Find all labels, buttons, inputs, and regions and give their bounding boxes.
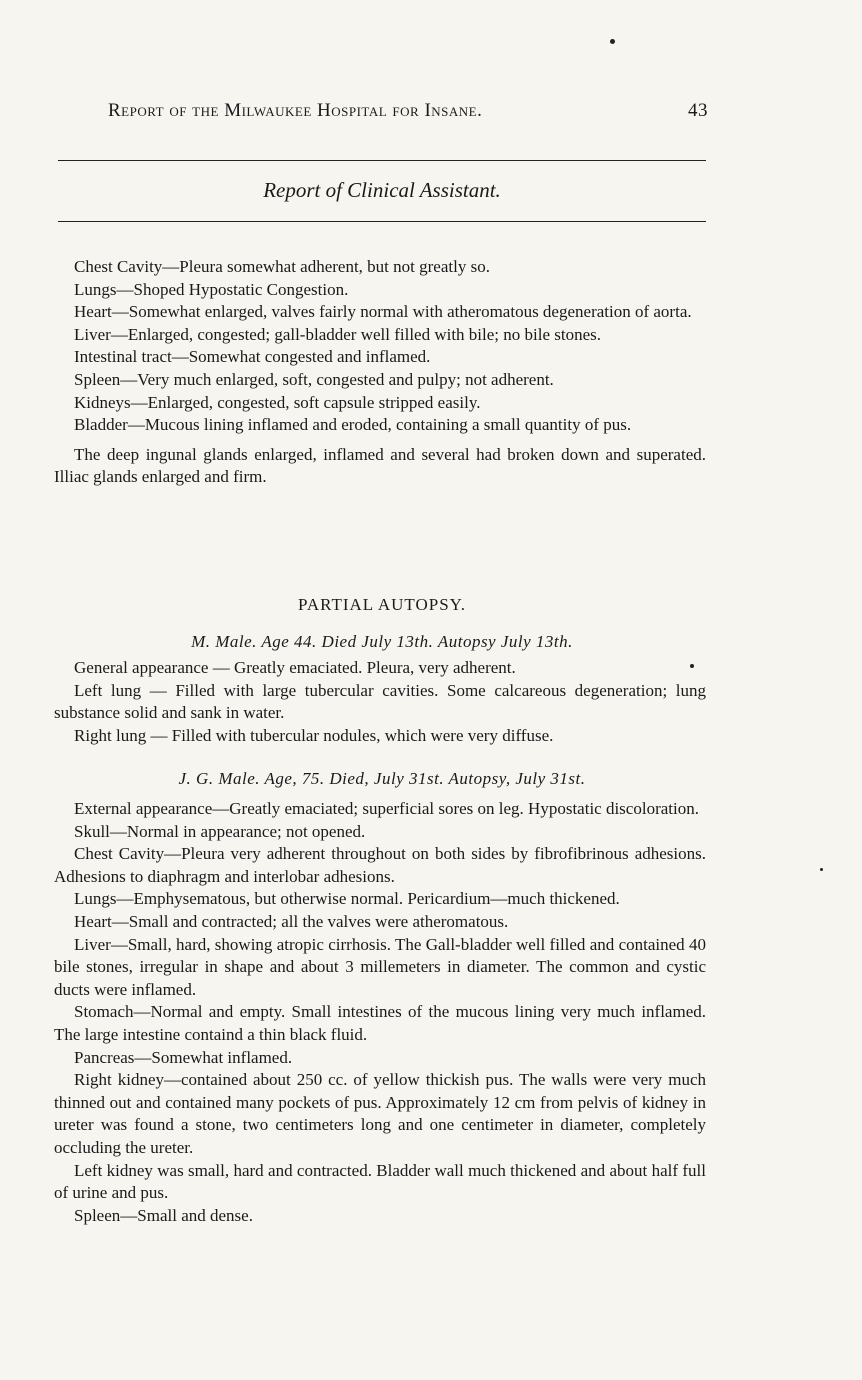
finding-liver: Liver—Enlarged, congested; gall-bladder well filled with bile; no bile stones. bbox=[74, 324, 602, 344]
case-1-left-lung: Left lung — Filled with large tubercular cavities. Some calcareous degeneration; lung substance solid and sank in water. bbox=[54, 680, 706, 723]
bottom-rule bbox=[58, 221, 706, 222]
finding-bladder: Bladder—Mucous lining inflamed and eroded, containing a small quantity of pus. bbox=[74, 415, 632, 435]
case-2-stomach: Stomach—Normal and empty. Small intestines of the mucous lining very much inflamed. The large intestine containd a thin black fluid. bbox=[54, 1002, 706, 1044]
case-1-general: General appearance — Greatly emaciated. Pleura, very adherent. bbox=[74, 658, 516, 677]
clinical-findings bbox=[54, 256, 706, 489]
case-2-heading: J. G. Male. Age, 75. Died, July 31st. Autopsy, July 31st. bbox=[178, 769, 586, 788]
finding-kidneys: Kidneys—Enlarged, congested, soft capsule stripped easily. bbox=[74, 392, 481, 412]
top-rule bbox=[58, 160, 706, 161]
finding-heart: Heart—Somewhat enlarged, valves fairly normal with atheromatous degeneration of aorta. bbox=[74, 302, 692, 322]
finding-chest: Chest Cavity—Pleura somewhat adherent, but not greatly so. bbox=[74, 257, 490, 276]
case-2-pancreas: Pancreas—Somewhat inflamed. bbox=[74, 1047, 293, 1067]
ink-speck bbox=[690, 664, 694, 668]
finding-glands: The deep ingunal glands enlarged, inflamed and several had broken down and superated. Illiac glands enlarged and firm. bbox=[54, 444, 706, 487]
case-1-heading: M. Male. Age 44. Died July 13th. Autopsy July 13th. bbox=[191, 632, 573, 651]
case-2-right-kidney: Right kidney—contained about 250 cc. of yellow thickish pus. The walls were very much thinned out and contained many pockets of pus. Approximately 12 cm from pelvis of kidney in ureter was found a stone, two centimeters long and one centimeter in diameter, completely occluding the ureter. bbox=[54, 1070, 706, 1157]
case-2-lungs: Lungs—Emphysematous, but otherwise normal. Pericardium—much thickened. bbox=[74, 889, 620, 909]
case-2-chest: Chest Cavity—Pleura very adherent throughout on both sides by fibrofibrinous adhesions. Adhesions to diaphragm and interlobar adhesions. bbox=[54, 844, 706, 886]
finding-spleen: Spleen—Very much enlarged, soft, congested and pulpy; not adherent. bbox=[74, 369, 554, 389]
ink-speck bbox=[610, 39, 615, 44]
case-2-skull: Skull—Normal in appearance; not opened. bbox=[74, 821, 366, 841]
section-title: Report of Clinical Assistant. bbox=[263, 178, 501, 202]
finding-intestinal: Intestinal tract—Somewhat congested and inflamed. bbox=[74, 347, 431, 367]
case-2-findings bbox=[54, 798, 706, 1227]
case-2-left-kidney: Left kidney was small, hard and contracted. Bladder wall much thickened and about half full of urine and pus. bbox=[54, 1160, 706, 1203]
case-2-liver: Liver—Small, hard, showing atropic cirrhosis. The Gall-bladder well filled and contained 40 bile stones, irregular in shape and about 3 millemeters in diameter. The common and cystic ducts were inflamed. bbox=[54, 934, 706, 999]
case-1-right-lung: Right lung — Filled with tubercular nodules, which were very diffuse. bbox=[74, 725, 554, 745]
partial-autopsy-heading: PARTIAL AUTOPSY. bbox=[297, 595, 467, 614]
ink-speck bbox=[820, 868, 823, 871]
running-head-title: Report of the Milwaukee Hospital for Insane. bbox=[108, 100, 483, 121]
page-number: 43 bbox=[688, 100, 708, 121]
case-2-external: External appearance—Greatly emaciated; superficial sores on leg. Hypostatic discoloration. bbox=[74, 799, 699, 818]
case-1-findings bbox=[54, 657, 706, 747]
case-2-heart: Heart—Small and contracted; all the valves were atheromatous. bbox=[74, 911, 509, 931]
case-2-spleen: Spleen—Small and dense. bbox=[74, 1205, 253, 1225]
finding-lungs: Lungs—Shoped Hypostatic Congestion. bbox=[74, 279, 349, 299]
